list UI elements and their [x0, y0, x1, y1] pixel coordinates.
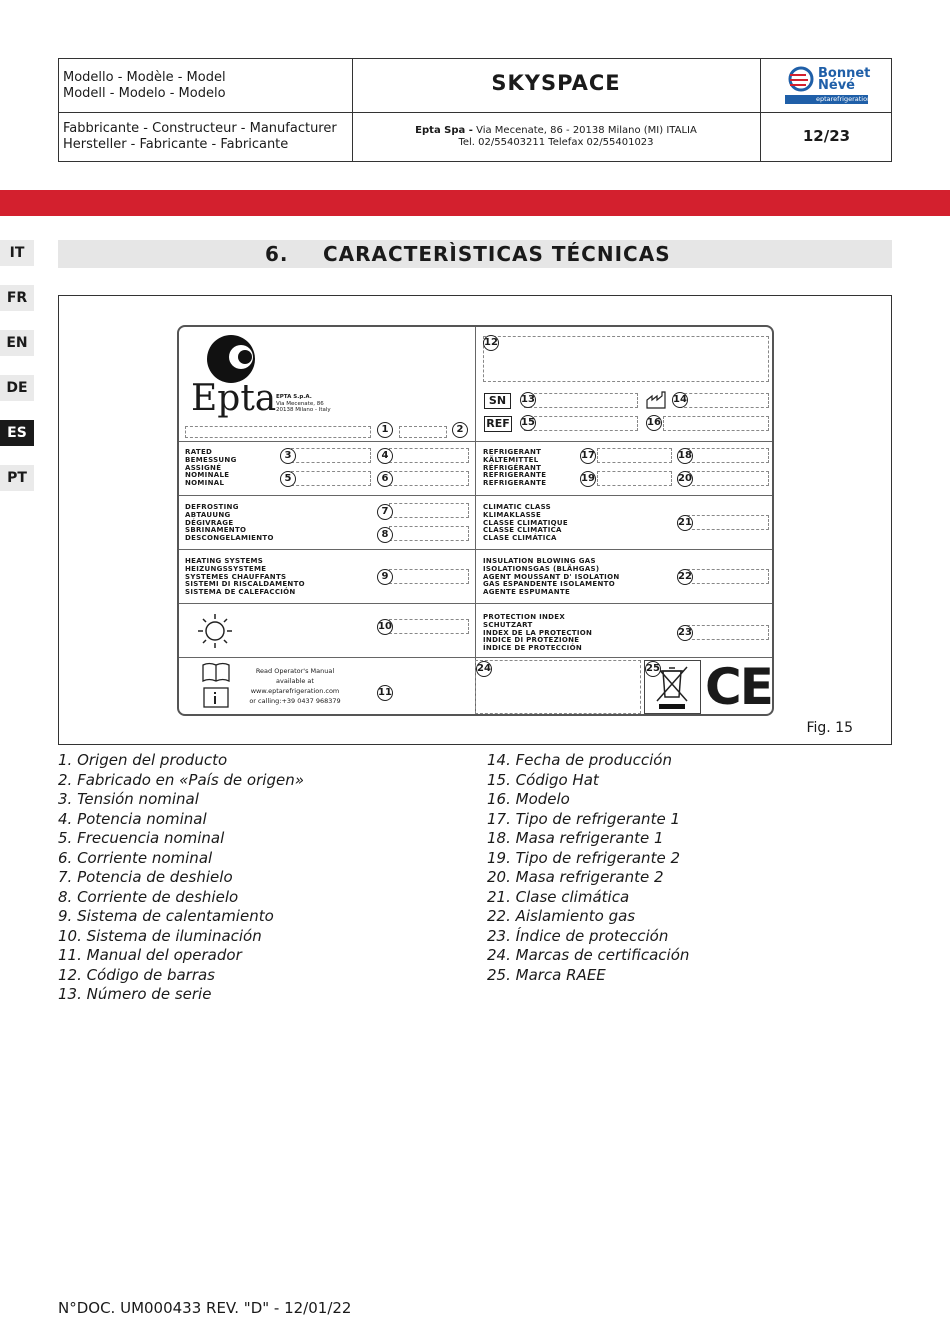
- model-label-line1: Modello - Modèle - Model: [63, 70, 226, 85]
- callout-1: 1: [377, 422, 393, 438]
- plate-label-line: INDEX DE LA PROTECTION: [483, 628, 593, 637]
- plate-label-line: ABTAUUNG: [185, 510, 231, 519]
- legend-item: 21. Clase climática: [487, 887, 630, 906]
- tab-pt[interactable]: PT: [0, 465, 34, 491]
- plate-label-line: or calling:+39 0437 968379: [249, 697, 341, 705]
- defrost-labels: [185, 504, 274, 543]
- callout-12: 12: [483, 335, 499, 351]
- manufacturer-address: Via Mecenate, 86 - 20138 Milano (MI) ITALIA: [472, 125, 697, 136]
- tab-it[interactable]: IT: [0, 240, 34, 266]
- plate-label-line: HEATING SYSTEMS: [185, 557, 264, 565]
- plate-label-line: REFRIGERANTE: [483, 471, 547, 480]
- plate-label-line: ISOLATIONSGAS (BLÄHGAS): [483, 564, 600, 573]
- plate-label-line: RATED: [185, 448, 213, 456]
- plate-label-line: SBRINAMENTO: [185, 526, 247, 535]
- bonnet-neve-logo: [761, 59, 892, 112]
- legend-item: 7. Potencia de deshielo: [58, 868, 233, 886]
- document-footer: N°DOC. UM000433 REV. "D" - 12/01/22: [58, 1299, 352, 1317]
- callout-18: 18: [677, 448, 693, 464]
- lighting-icon: [195, 611, 235, 651]
- legend-item: 24. Marcas de certificación: [487, 946, 690, 964]
- tab-fr[interactable]: FR: [0, 285, 34, 311]
- plate-label-line: DESCONGELAMIENTO: [185, 534, 274, 543]
- callout-11: 11: [377, 685, 393, 701]
- barcode-area: [483, 336, 769, 382]
- legend-item: 5. Frecuencia nominal: [58, 829, 225, 847]
- plate-label-line: NOMINALE: [185, 471, 230, 480]
- callout-16: 16: [646, 415, 662, 431]
- legend-item: 22. Aislamiento gas: [487, 907, 636, 925]
- manufacturer-label: [63, 121, 348, 153]
- model-label-line2: Modell - Modelo - Modelo: [63, 86, 226, 101]
- logo-text-2: Névé: [818, 78, 855, 93]
- legend-item: 14. Fecha de producción: [487, 751, 672, 769]
- plate-label-line: SISTEMI DI RISCALDAMENTO: [185, 580, 305, 589]
- legend-item: 11. Manual del operador: [58, 946, 242, 964]
- legend-item: 16. Modelo: [487, 790, 570, 808]
- callout-22: 22: [677, 569, 693, 585]
- plate-label-line: available at: [276, 677, 314, 685]
- logo-subtext: eptarefrigeration: [816, 95, 872, 103]
- plate-label-line: ÍNDICE DE PROTECCIÓN: [483, 644, 582, 653]
- document-header: [58, 58, 892, 162]
- plate-label-line: CLIMATIC CLASS: [483, 503, 551, 511]
- legend-item: 13. Número de serie: [58, 985, 212, 1003]
- plate-label-line: AGENTE ESPUMANTE: [483, 588, 571, 597]
- callout-15: 15: [520, 415, 536, 431]
- callout-13: 13: [520, 392, 536, 408]
- rating-plate: [177, 325, 774, 716]
- plate-label-line: CLASSE CLIMATICA: [483, 526, 562, 535]
- plate-label-line: REFRIGERANT: [483, 448, 542, 456]
- callout-7: 7: [377, 504, 393, 520]
- callout-3: 3: [280, 448, 296, 464]
- insulation-labels: [483, 558, 619, 597]
- legend-item: 8. Corriente de deshielo: [58, 887, 239, 906]
- callout-8: 8: [377, 527, 393, 543]
- model-label: [63, 70, 348, 102]
- plate-label-line: GAS ESPANDENTE ISOLAMENTO: [483, 580, 615, 589]
- manufacturer-info: [353, 125, 759, 149]
- manufacturer-label-line1: Fabbricante - Constructeur - Manufacturer: [63, 121, 337, 136]
- ce-mark: CE: [705, 658, 772, 716]
- rated-labels: [185, 449, 237, 488]
- legend-item: 9. Sistema de calentamiento: [58, 907, 274, 925]
- plate-label-line: REFRIGERANTE: [483, 479, 547, 488]
- section-title-text: CARACTERÌSTICAS TÉCNICAS: [323, 242, 671, 266]
- epta-address-line1: Via Mecenate, 86: [276, 400, 324, 407]
- plate-label-line: SYSTEMES CHAUFFANTS: [185, 572, 287, 581]
- plate-label-line: INSULATION BLOWING GAS: [483, 557, 596, 565]
- legend-item: 2. Fabricado en «País de origen»: [58, 770, 304, 789]
- plate-label-line: SISTEMA DE CALEFACCIÓN: [185, 588, 296, 597]
- section-number: 6.: [265, 242, 289, 266]
- legend-item: 3. Tensión nominal: [58, 790, 199, 808]
- tab-es[interactable]: ES: [0, 420, 34, 446]
- legend-item: 18. Masa refrigerante 1: [487, 829, 664, 847]
- epta-address-line2: 20138 Milano - Italy: [276, 407, 331, 413]
- heating-labels: [185, 558, 305, 597]
- callout-23: 23: [677, 625, 693, 641]
- legend-item: 15. Código Hat: [487, 770, 599, 789]
- plate-label-line: ASSIGNÉ: [185, 463, 222, 472]
- legend-item: 23. Índice de protección: [487, 926, 669, 945]
- section-title: [58, 240, 892, 268]
- plate-label-line: HEIZUNGSSYSTEME: [185, 564, 267, 573]
- callout-9: 9: [377, 569, 393, 585]
- red-band: [0, 190, 950, 216]
- plate-label-line: INDICE DI PROTEZIONE: [483, 636, 580, 645]
- epta-company: EPTA S.p.A.: [276, 394, 312, 400]
- plate-label-line: NOMINAL: [185, 479, 225, 488]
- callout-21: 21: [677, 515, 693, 531]
- plate-label-line: CLASSE CLIMATIQUE: [483, 518, 568, 527]
- callout-14: 14: [672, 392, 688, 408]
- callout-17: 17: [580, 448, 596, 464]
- plate-label-line: www.eptarefrigeration.com: [250, 687, 340, 695]
- sn-label: SN: [484, 393, 511, 409]
- plate-label-line: DEFROSTING: [185, 503, 239, 511]
- plate-label-line: KÄLTEMITTEL: [483, 455, 539, 464]
- protection-labels: [483, 614, 592, 653]
- logo-text-1: Bonnet: [818, 66, 871, 81]
- page-number: 12/23: [802, 127, 851, 145]
- callout-10: 10: [377, 619, 393, 635]
- manual-text: [245, 666, 345, 706]
- plate-label-line: Read Operator's Manual: [255, 667, 335, 675]
- legend-item: 25. Marca RAEE: [487, 965, 606, 984]
- tab-de[interactable]: DE: [0, 375, 34, 401]
- callout-20: 20: [677, 471, 693, 487]
- plate-label-line: BEMESSUNG: [185, 455, 237, 464]
- legend-item: 17. Tipo de refrigerante 1: [487, 809, 680, 828]
- figure-label: Fig. 15: [806, 720, 853, 736]
- epta-brand: Epta: [191, 378, 277, 419]
- plate-label-line: PROTECTION INDEX: [483, 613, 566, 621]
- plate-label-line: AGENT MOUSSANT D' ISOLATION: [483, 572, 620, 581]
- refrigerant-labels: [483, 449, 546, 488]
- callout-24: 24: [476, 661, 492, 677]
- plate-label-line: SCHUTZART: [483, 620, 533, 629]
- factory-date-icon: [646, 391, 666, 409]
- manufacturer-phone: Tel. 02/55403211 Telefax 02/55401023: [458, 137, 654, 148]
- plate-label-line: KLIMAKLASSE: [483, 510, 542, 519]
- legend-right: [487, 751, 689, 985]
- legend-item: 20. Masa refrigerante 2: [487, 868, 664, 886]
- legend-item: 1. Origen del producto: [58, 751, 228, 769]
- callout-5: 5: [280, 471, 296, 487]
- legend-item: 6. Corriente nominal: [58, 848, 213, 867]
- legend-item: 12. Código de barras: [58, 965, 216, 984]
- manufacturer-label-line2: Hersteller - Fabricante - Fabricante: [63, 137, 289, 152]
- callout-25: 25: [645, 661, 661, 677]
- legend-item: 4. Potencia nominal: [58, 809, 207, 828]
- ref-label: REF: [484, 416, 512, 432]
- callout-2: 2: [452, 422, 468, 438]
- legend-item: 10. Sistema de iluminación: [58, 926, 262, 945]
- legend-item: 19. Tipo de refrigerante 2: [487, 848, 680, 867]
- epta-address: [276, 394, 331, 414]
- operator-manual-icon: [201, 661, 231, 709]
- model-name: SKYSPACE: [491, 71, 621, 95]
- callout-19: 19: [580, 471, 596, 487]
- climatic-labels: [483, 504, 568, 543]
- tab-en[interactable]: EN: [0, 330, 34, 356]
- callout-6: 6: [377, 471, 393, 487]
- plate-label-line: DÉGIVRAGE: [185, 518, 234, 527]
- plate-label-line: CLASE CLIMÁTICA: [483, 534, 557, 543]
- legend-left: [58, 751, 304, 1005]
- callout-4: 4: [377, 448, 393, 464]
- manufacturer-company: Epta Spa -: [415, 125, 473, 136]
- plate-label-line: RÉFRIGÉRANT: [483, 463, 542, 472]
